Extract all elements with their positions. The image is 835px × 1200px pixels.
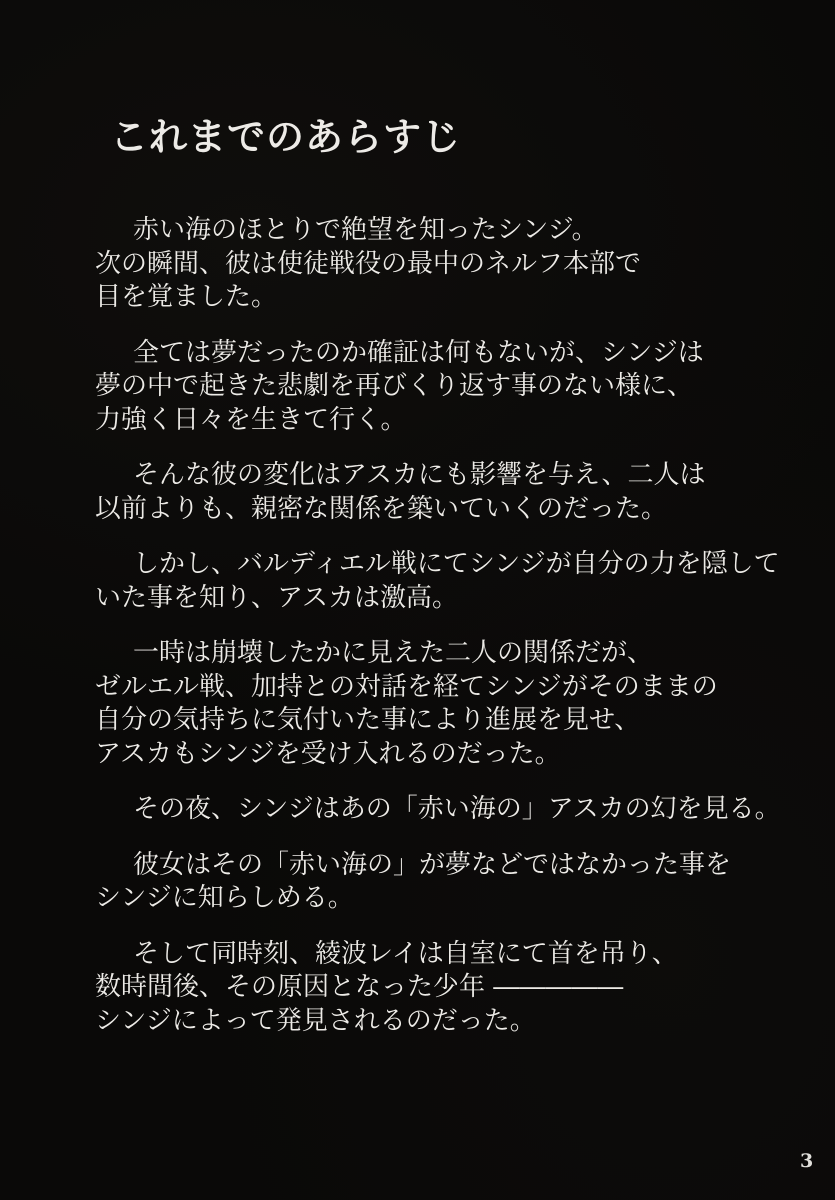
story-paragraph — [95, 938, 775, 1039]
story-line: 目を覚ました。 — [95, 282, 278, 312]
story-line: いた事を知り、アスカは激高。 — [95, 582, 458, 613]
story-paragraph — [95, 849, 775, 916]
story-line: 数時間後、その原因となった少年 ――――― — [95, 972, 624, 1002]
story-line: シンジによって発見されるのだった。 — [95, 1005, 536, 1036]
story-line: 彼女はその「赤い海の」が夢などではなかった事を — [133, 849, 732, 880]
story-line: アスカもシンジを受け入れるのだった。 — [95, 738, 561, 769]
story-line: シンジに知らしめる。 — [95, 883, 354, 913]
story-line: 全ては夢だったのか確証は何もないが、シンジは — [133, 337, 704, 368]
story-paragraph — [95, 459, 775, 526]
story-paragraph — [95, 793, 781, 827]
story-line: 夢の中で起きた悲劇を再びくり返す事のない様に、 — [95, 371, 694, 401]
story-line: 以前よりも、親密な関係を築いていくのだった。 — [95, 493, 668, 524]
page-title: これまでのあらすじ — [110, 114, 462, 159]
page-number: 3 — [800, 1150, 814, 1172]
story-line: ゼルエル戦、加持との対話を経てシンジがそのままの — [95, 671, 718, 702]
story-paragraph — [95, 337, 775, 438]
story-line: 自分の気持ちに気付いた事により進展を見せ、 — [95, 705, 641, 735]
story-line: そんな彼の変化はアスカにも影響を与え、二人は — [133, 460, 706, 490]
story-line: しかし、バルディエル戦にてシンジが自分の力を隠して — [133, 549, 780, 579]
story-synopsis — [95, 214, 781, 1060]
story-line: その夜、シンジはあの「赤い海の」アスカの幻を見る。 — [133, 794, 781, 824]
story-line: 一時は崩壊したかに見えた二人の関係だが、 — [133, 638, 654, 668]
story-paragraph — [95, 548, 780, 615]
story-paragraph — [95, 214, 775, 315]
story-line: 赤い海のほとりで絶望を知ったシンジ。 — [133, 215, 598, 245]
story-paragraph — [95, 637, 775, 771]
story-line: 力強く日々を生きて行く。 — [95, 404, 407, 435]
story-line: そして同時刻、綾波レイは自室にて首を吊り、 — [133, 938, 678, 969]
story-line: 次の瞬間、彼は使徒戦役の最中のネルフ本部で — [95, 248, 642, 279]
